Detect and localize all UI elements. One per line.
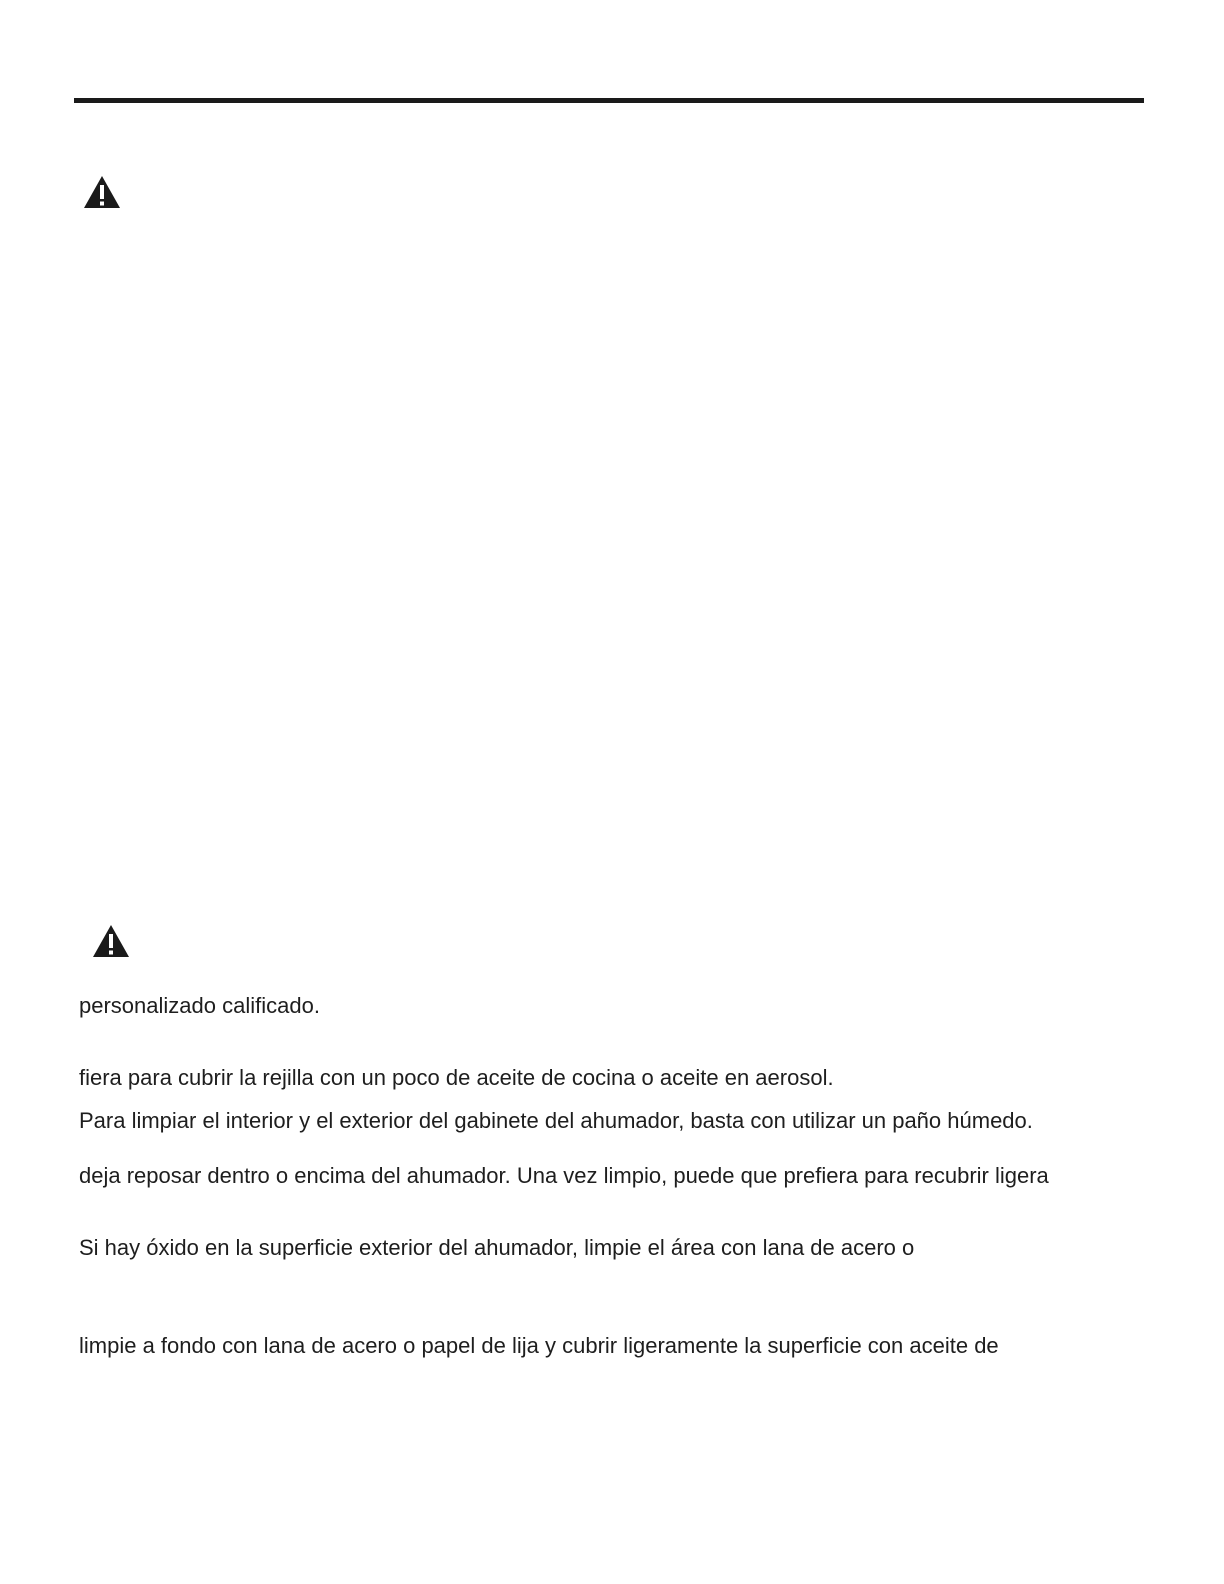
body-text-line: limpie a fondo con lana de acero o papel de lija y cubrir ligeramente la superficie con aceite de [79, 1333, 999, 1358]
body-text-line: personalizado calificado. [79, 993, 320, 1018]
warning-triangle-icon [83, 175, 121, 209]
body-text-line: Si hay óxido en la superficie exterior del ahumador, limpie el área con lana de acero o [79, 1235, 915, 1260]
body-text-line: Para limpiar el interior y el exterior del gabinete del ahumador, basta con utilizar un paño húmedo. [79, 1108, 1033, 1133]
header-rule [74, 98, 1144, 103]
body-text-line: deja reposar dentro o encima del ahumador. Una vez limpio, puede que prefiera para recubrir ligera [79, 1163, 1049, 1188]
warning-triangle-icon [92, 924, 130, 958]
body-text-line: fiera para cubrir la rejilla con un poco de aceite de cocina o aceite en aerosol. [79, 1065, 834, 1090]
